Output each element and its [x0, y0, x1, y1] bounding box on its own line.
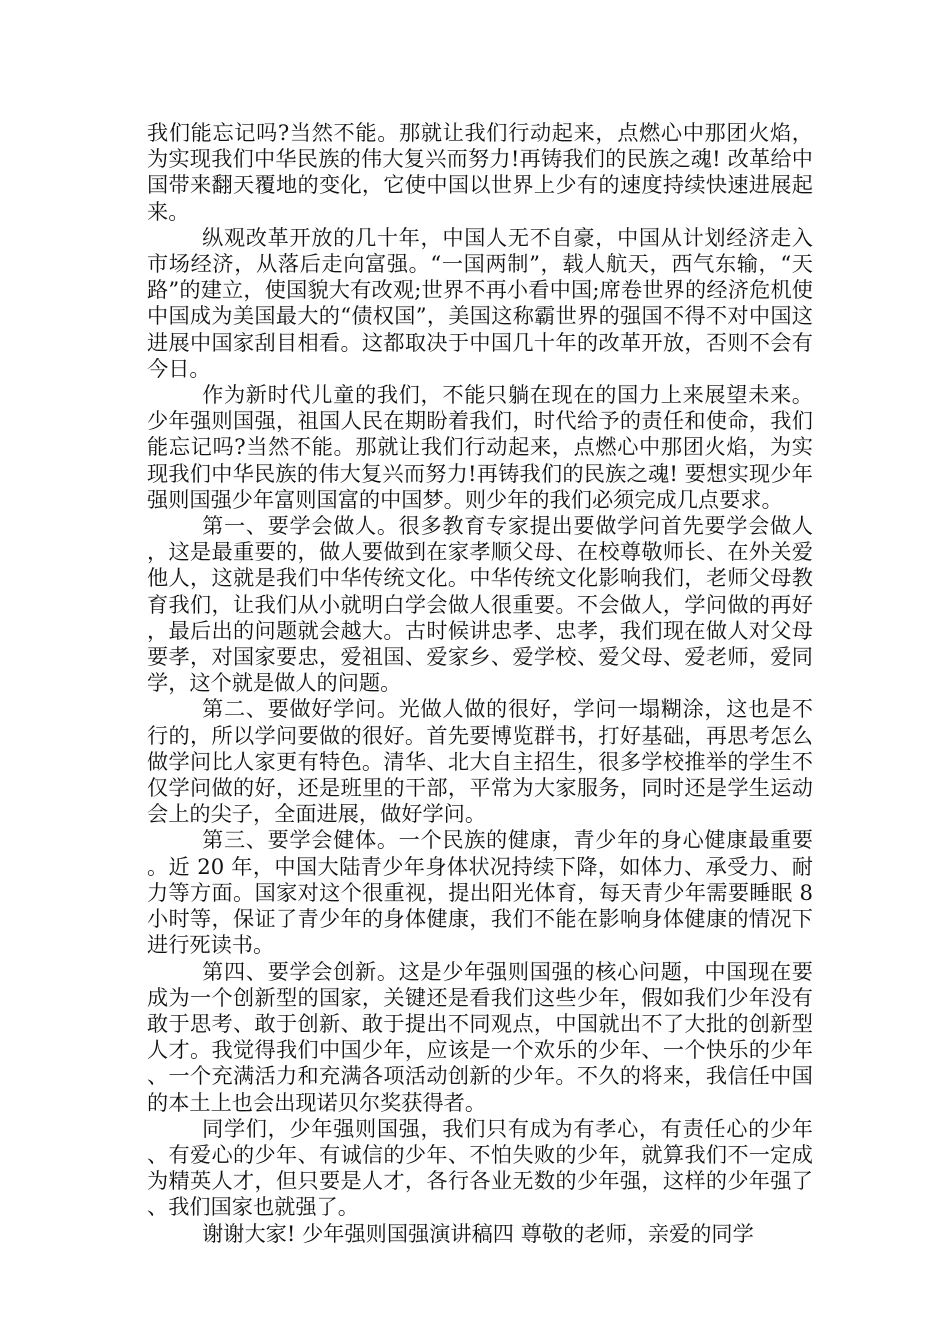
paragraph-4: 第一、要学会做人。很多教育专家提出要做学问首先要学会做人，这是最重要的，做人要做到在家孝顺父母、在校尊敬师长、在外关爱他人，这就是我们中华传统文化。中华传统文化影响我们，老师父母教育我们，让我们从小就明白学会做人很重要。不会做人，学问做的再好，最后出的问题就会越大。古时候讲忠孝、忠孝，我们现在做人对父母要孝，对国家要忠，爱祖国、爱家乡、爱学校、爱父母、爱老师，爱同学，这个就是做人的问题。	[147, 513, 813, 696]
paragraph-1: 我们能忘记吗?当然不能。那就让我们行动起来，点燃心中那团火焰，为实现我们中华民族的伟大复兴而努力!再铸我们的民族之魂! 改革给中国带来翻天覆地的变化，它使中国以世界上少有的速度持续快速进展起来。	[147, 120, 813, 224]
paragraph-2: 纵观改革开放的几十年，中国人无不自豪，中国从计划经济走入市场经济，从落后走向富强。“一国两制”，载人航天，西气东输，“天路”的建立，使国貌大有改观;世界不再小看中国;席卷世界的经济危机使中国成为美国最大的“债权国”，美国这称霸世界的强国不得不对中国这进展中国家刮目相看。这都取决于中国几十年的改革开放，否则不会有今日。	[147, 224, 813, 381]
paragraph-3: 作为新时代儿童的我们，不能只躺在现在的国力上来展望未来。少年强则国强，祖国人民在期盼着我们，时代给予的责任和使命，我们能忘记吗?当然不能。那就让我们行动起来，点燃心中那团火焰，为实现我们中华民族的伟大复兴而努力!再铸我们的民族之魂! 要想实现少年强则国强少年富则国富的中国梦。则少年的我们必须完成几点要求。	[147, 382, 813, 512]
paragraph-9: 谢谢大家! 少年强则国强演讲稿四 尊敬的老师，亲爱的同学	[202, 1220, 754, 1246]
paragraph-8: 同学们，少年强则国强，我们只有成为有孝心，有责任心的少年、有爱心的少年、有诚信的少年、不怕失败的少年，就算我们不一定成为精英人才，但只要是人才，各行各业无数的少年强，这样的少年强了、我们国家也就强了。	[147, 1115, 813, 1220]
paragraph-7: 第四、要学会创新。这是少年强则国强的核心问题，中国现在要成为一个创新型的国家，关键还是看我们这些少年，假如我们少年没有敢于思考、敢于创新、敢于提出不同观点，中国就出不了大批的创新型人才。我觉得我们中国少年，应该是一个欢乐的少年、一个快乐的少年、一个充满活力和充满各项活动创新的少年。不久的将来，我信任中国的本土上也会出现诺贝尔奖获得者。	[147, 958, 813, 1115]
paragraph-5: 第二、要做好学问。光做人做的很好，学问一塌糊涂，这也是不行的，所以学问要做的很好。首先要博览群书，打好基础，再思考怎么做学问比人家更有特色。清华、北大自主招生，很多学校推举的学生不仅学问做的好，还是班里的干部，平常为大家服务，同时还是学生运动会上的尖子，全面进展，做好学问。	[147, 696, 813, 827]
paragraph-6: 第三、要学会健体。一个民族的健康，青少年的身心健康最重要。近 20 年，中国大陆青少年身体状况持续下降，如体力、承受力、耐力等方面。国家对这个很重视，提出阳光体育，每天青少年需要睡眠 8 小时等，保证了青少年的身体健康，我们不能在影响身体健康的情况下进行死读书。	[147, 827, 813, 958]
document-page	[147, 120, 813, 1247]
